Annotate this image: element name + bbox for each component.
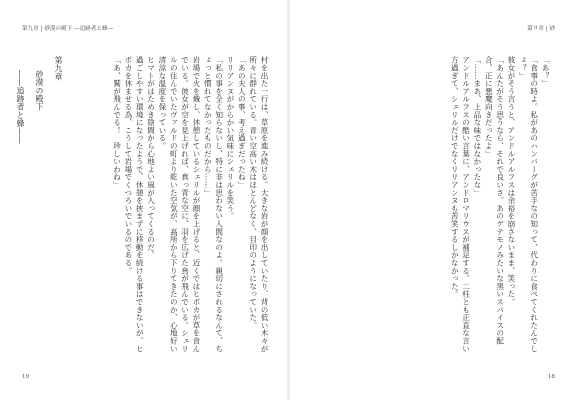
chapter-number: 第九章	[54, 56, 63, 81]
chapter-title: 砂漠の殿下	[35, 70, 44, 111]
running-head-right: 第９章 | 砂	[527, 26, 555, 32]
paragraph: 村を出た一行は、草原を進み続ける。大きな岩が顔を出していたり、背の低い木々が所々に群れている。青い空高い木はほとんどなく、目印のようになっていた。	[248, 56, 269, 353]
paragraph: 「あ？」	[541, 56, 550, 88]
right-page	[289, 0, 577, 400]
page-number-right: 18	[547, 374, 555, 380]
chapter-heading	[15, 56, 64, 356]
chapter-subtitle: ――追跡者と蜂――	[16, 70, 25, 144]
left-page	[0, 0, 288, 400]
paragraph: 岩場で火を熾し、休憩しているシェリルが顔を上げると、近くではヒポカが草を食んでいる。彼女が空を見上げれば、真っ青な空に、羽を広げた鳥が飛んでいる。シェリルの住んでいたヴァルドの町より乾いた空気が、高所から下りてきたのか、心地好い清涼な温度を保っている。	[157, 56, 201, 353]
paragraph: 過ごしやすい環境になったようで、休憩を挟まずに移動を続ける事はできないが、ヒポカを休ませる為、こうして岩場でくつろいでいるのである。	[123, 56, 145, 353]
paragraph: 「私の事を全く知らないし、特に非は思わない人間なのよ。親切にされるなんて、ちょっと慣れてなかったものだから……」	[203, 56, 224, 353]
paragraph: 「食事の時よ。私があのハンバーグが苦手なの知って、代わりに食べてくれたんでしょ？」	[518, 56, 539, 353]
paragraph: リリアンヌがからかい気味にシェリルを笑う。	[225, 56, 235, 220]
left-body-text	[111, 56, 270, 356]
paragraph: 「あの夫人の事、考え過ぎだったね」	[237, 56, 247, 189]
running-head-left: 第九章 | 砂漠の殿下 ―追跡者と蜂―	[22, 26, 114, 32]
paragraph: アンドルアルフスの酷い言葉に、アンドロマリウスが補足する。二柱とも正直な言い方過ぎて、シェリルだけでなくリリアンヌも苦笑するしかなかった。	[450, 56, 471, 353]
page-number-left: 19	[22, 374, 30, 380]
paragraph: ヒマトがはためき陰間から心地よい風が入ってくるのだ。	[146, 56, 156, 259]
right-body-text	[449, 56, 551, 356]
paragraph: 「あ、鷲が飛んでる！ 珍しいわね」	[112, 56, 122, 189]
paragraph: 彼女がそう言うと、アンドルアルフスは余裕を崩さないまま、笑った。	[506, 56, 516, 306]
paragraph: 「あんたがそう思うなら、それで良いさ。あのゲテモノみたいな黒いスパイスの配合、正に悪魔向きだったよ」	[484, 56, 505, 345]
paragraph: 「……まあ、上品な味ではなかったな」	[472, 56, 482, 197]
